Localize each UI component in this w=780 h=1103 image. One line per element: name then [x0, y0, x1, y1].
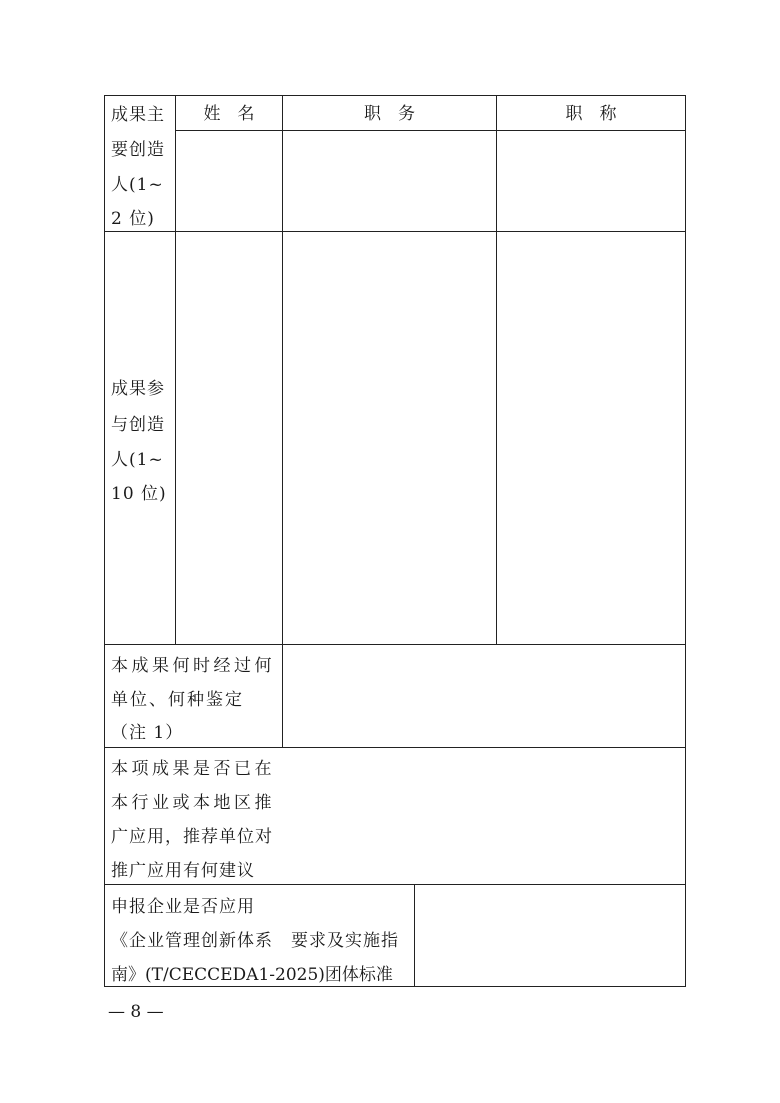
appraisal-label-line: 本成果何时经过何	[111, 656, 275, 676]
participants-label-line: 成果参	[111, 379, 165, 399]
table-border-top	[104, 95, 686, 96]
appraisal-label-line: 单位、何种鉴定	[111, 690, 244, 710]
participants-label-line: 与创造	[111, 415, 165, 435]
participants-label-line: 10 位)	[111, 484, 167, 504]
page-number: — 8 —	[108, 1002, 164, 1022]
appraisal-label-line: （注 1）	[111, 723, 184, 743]
promotion-label-line: 广应用，推荐单位对	[111, 827, 273, 847]
standard-label-line: 《企业管理创新体系 要求及实施指	[111, 931, 399, 951]
main-creators-label-line: 2 位)	[111, 209, 155, 229]
column-divider	[282, 95, 283, 747]
main-creators-label-line: 成果主	[111, 105, 165, 125]
column-header-title: 职 称	[565, 104, 617, 124]
standard-label-line: 南》(T/CECCEDA1-2025)团体标准	[111, 965, 393, 985]
row-divider	[104, 644, 686, 645]
participants-label-line: 人(1~	[111, 450, 164, 470]
promotion-label-line: 本行业或本地区推	[111, 793, 275, 813]
table-border-left	[104, 95, 105, 987]
promotion-label-line: 本项成果是否已在	[111, 759, 275, 779]
column-header-position: 职 务	[364, 104, 415, 124]
main-creators-label-line: 人(1~	[111, 175, 164, 195]
promotion-label-line: 推广应用有何建议	[111, 861, 255, 881]
table-border-right	[685, 95, 686, 987]
row-divider	[104, 747, 686, 748]
column-divider	[175, 95, 176, 644]
column-header-name: 姓 名	[203, 104, 255, 124]
standard-label-line: 申报企业是否应用	[111, 897, 255, 917]
main-creators-label-line: 要创造	[111, 140, 165, 160]
column-divider	[414, 884, 415, 986]
column-divider	[496, 95, 497, 644]
row-divider	[104, 231, 686, 232]
